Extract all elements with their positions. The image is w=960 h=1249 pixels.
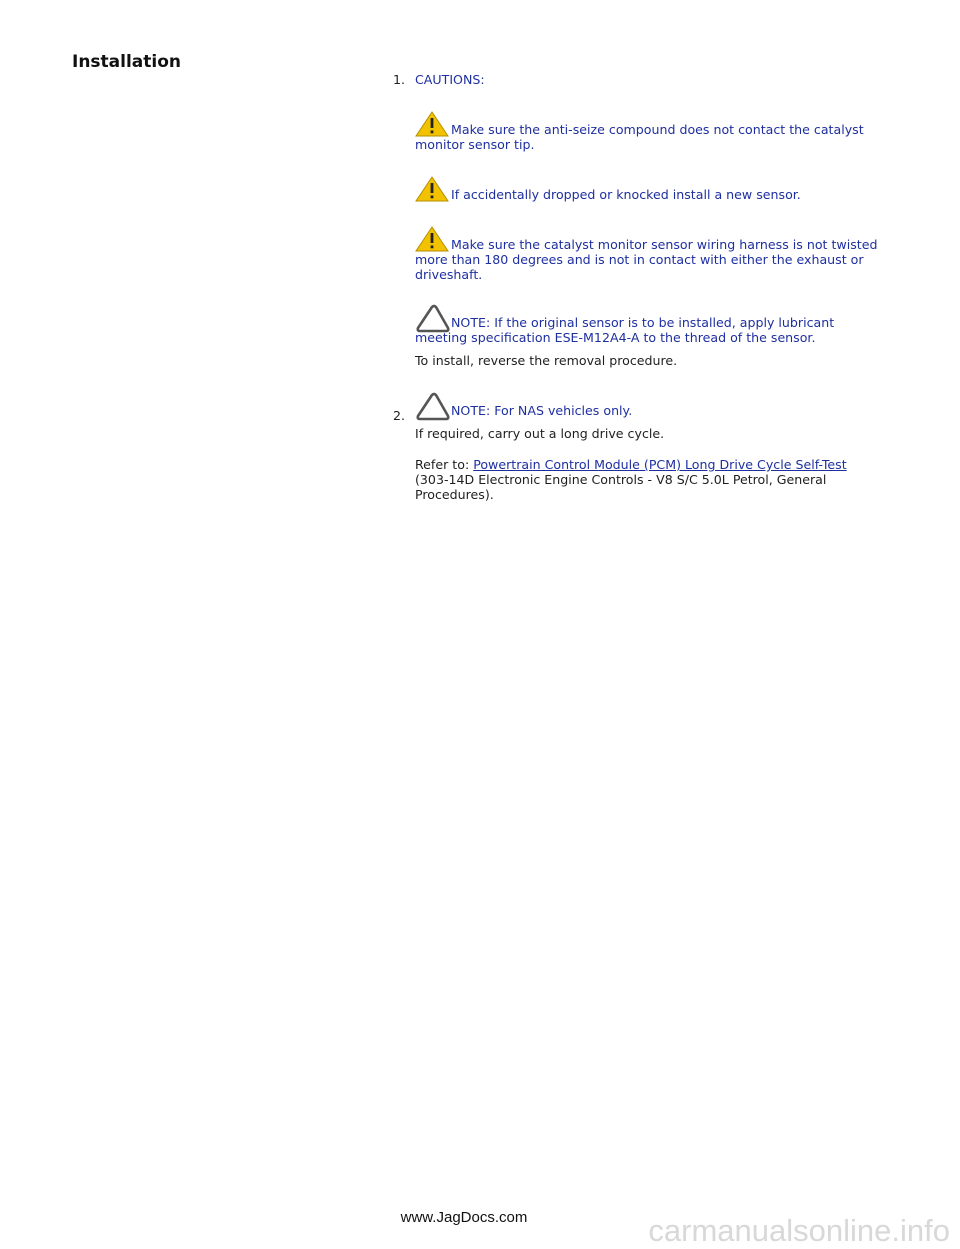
warning-triangle-icon: [415, 176, 451, 202]
note: [415, 392, 890, 418]
warning-triangle-icon: [415, 111, 451, 137]
note: [415, 304, 890, 345]
instruction-text: To install, reverse the removal procedure.: [415, 353, 678, 368]
note-text: NOTE: For NAS vehicles only.: [451, 403, 633, 418]
warning-triangle-icon: [415, 226, 451, 252]
step-2: [370, 392, 890, 502]
step-number: 2.: [393, 408, 406, 423]
note-triangle-icon: [415, 392, 451, 418]
caution-item: [415, 111, 890, 152]
refer-prefix: Refer to:: [415, 457, 474, 472]
footer-site: www.JagDocs.com: [400, 1209, 528, 1226]
caution-text: If accidentally dropped or knocked install a new sensor.: [451, 187, 801, 202]
caution-item: [415, 176, 890, 202]
pcm-long-drive-cycle-link[interactable]: Powertrain Control Module (PCM) Long Drive Cycle Self-Test: [473, 457, 847, 472]
instruction-text: If required, carry out a long drive cycle.: [415, 426, 665, 441]
refer-to: [415, 457, 890, 502]
cautions-heading: CAUTIONS:: [415, 72, 485, 87]
note-text: NOTE: If the original sensor is to be installed, apply lubricant meeting specification ESE-M12A4-A to the thread of the sensor.: [415, 315, 835, 345]
caution-text: Make sure the catalyst monitor sensor wiring harness is not twisted more than 180 degrees and is not in contact with either the exhaust or driveshaft.: [415, 237, 878, 282]
caution-text: Make sure the anti-seize compound does not contact the catalyst monitor sensor tip.: [415, 122, 864, 152]
note-triangle-icon: [415, 304, 451, 330]
refer-suffix: (303-14D Electronic Engine Controls - V8 S/C 5.0L Petrol, General Procedures).: [415, 472, 827, 502]
step-number: 1.: [393, 72, 406, 87]
caution-item: [415, 226, 890, 282]
section-title: Installation: [72, 52, 182, 72]
step-1: [370, 72, 890, 368]
watermark: carmanualsonline.info: [648, 1213, 950, 1248]
